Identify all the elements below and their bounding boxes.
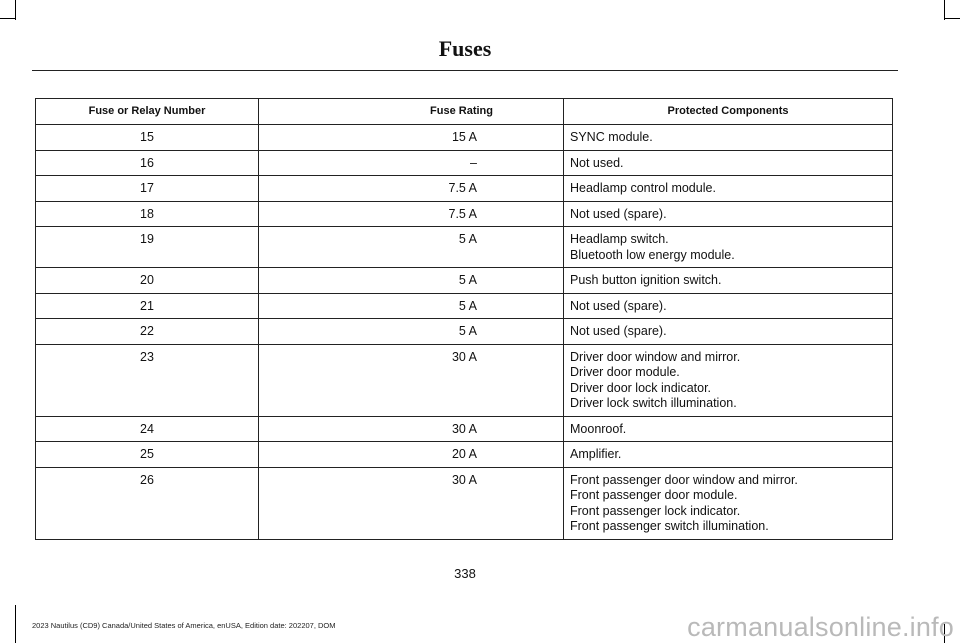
table-row: [36, 125, 893, 151]
fuse-number-cell: 19: [36, 227, 259, 268]
protected-components-cell: [564, 319, 893, 345]
protected-components-cell: [564, 344, 893, 416]
protected-components-cell: [564, 201, 893, 227]
fuse-table: [35, 98, 893, 540]
component-line: Front passenger door module.: [570, 488, 738, 502]
fuse-number-cell: 15: [36, 125, 259, 151]
table-row: [36, 150, 893, 176]
fuse-number-cell: 22: [36, 319, 259, 345]
protected-components-cell: [564, 227, 893, 268]
protected-components-cell: [564, 467, 893, 539]
component-line: Front passenger lock indicator.: [570, 503, 741, 518]
component-line: Driver door lock indicator.: [570, 380, 712, 395]
component-line: Headlamp switch.: [570, 232, 669, 246]
page-number: 338: [454, 566, 476, 581]
fuse-rating-cell: 20 A: [259, 442, 564, 468]
crop-mark: [0, 18, 16, 19]
fuse-rating-cell: 30 A: [259, 344, 564, 416]
page-title: Fuses: [438, 36, 492, 61]
component-line: Not used (spare).: [570, 206, 667, 221]
column-header-components: Protected Components: [564, 99, 893, 125]
component-line: Push button ignition switch.: [570, 273, 722, 287]
fuse-number-cell: 24: [36, 416, 259, 442]
crop-mark: [944, 18, 960, 19]
footer-edition: 2023 Nautilus (CD9) Canada/United States of America, enUSA, Edition date: 202207, DOM: [32, 621, 336, 630]
fuse-rating-cell: 7.5 A: [259, 176, 564, 202]
fuse-rating-cell: 5 A: [259, 293, 564, 319]
fuse-number-cell: 16: [36, 150, 259, 176]
component-line: Driver door window and mirror.: [570, 349, 741, 364]
component-line: Driver lock switch illumination.: [570, 396, 737, 410]
fuse-rating-cell: 30 A: [259, 467, 564, 539]
fuse-number-cell: 23: [36, 344, 259, 416]
fuse-number-cell: 18: [36, 201, 259, 227]
component-line: Not used.: [570, 155, 624, 170]
protected-components-cell: [564, 416, 893, 442]
table-row: [36, 176, 893, 202]
fuse-rating-cell: 30 A: [259, 416, 564, 442]
table-row: [36, 293, 893, 319]
fuse-number-cell: 20: [36, 268, 259, 294]
table-row: [36, 442, 893, 468]
protected-components-cell: [564, 442, 893, 468]
component-line: Bluetooth low energy module.: [570, 247, 735, 262]
fuse-rating-cell: 5 A: [259, 319, 564, 345]
table-row: [36, 201, 893, 227]
fuse-number-cell: 25: [36, 442, 259, 468]
table-row: [36, 344, 893, 416]
component-line: Front passenger switch illumination.: [570, 519, 769, 533]
crop-mark: [15, 0, 16, 20]
crop-mark: [944, 0, 945, 20]
protected-components-cell: [564, 268, 893, 294]
table-row: [36, 467, 893, 539]
component-line: Not used (spare).: [570, 298, 667, 313]
protected-components-cell: [564, 176, 893, 202]
crop-mark: [15, 605, 16, 643]
protected-components-cell: [564, 125, 893, 151]
table-row: [36, 416, 893, 442]
fuse-rating-cell: 5 A: [259, 227, 564, 268]
fuse-rating-cell: 7.5 A: [259, 201, 564, 227]
fuse-rating-cell: 5 A: [259, 268, 564, 294]
component-line: SYNC module.: [570, 130, 653, 144]
table-body: [36, 125, 893, 540]
protected-components-cell: [564, 293, 893, 319]
fuse-rating-cell: –: [259, 150, 564, 176]
table-row: [36, 319, 893, 345]
title-divider: [32, 70, 898, 71]
fuse-rating-cell: 15 A: [259, 125, 564, 151]
component-line: Not used (spare).: [570, 324, 667, 338]
table-header-row: [36, 99, 893, 125]
table-row: [36, 227, 893, 268]
fuse-number-cell: 17: [36, 176, 259, 202]
column-header-rating: Fuse Rating: [259, 99, 564, 125]
component-line: Headlamp control module.: [570, 181, 716, 195]
watermark-text: carmanualsonline.info: [687, 612, 954, 642]
component-line: Amplifier.: [570, 447, 622, 461]
table-row: [36, 268, 893, 294]
fuse-number-cell: 21: [36, 293, 259, 319]
component-line: Driver door module.: [570, 365, 680, 379]
component-line: Moonroof.: [570, 421, 627, 436]
column-header-number: Fuse or Relay Number: [36, 99, 259, 125]
fuse-number-cell: 26: [36, 467, 259, 539]
component-line: Front passenger door window and mirror.: [570, 472, 798, 487]
protected-components-cell: [564, 150, 893, 176]
